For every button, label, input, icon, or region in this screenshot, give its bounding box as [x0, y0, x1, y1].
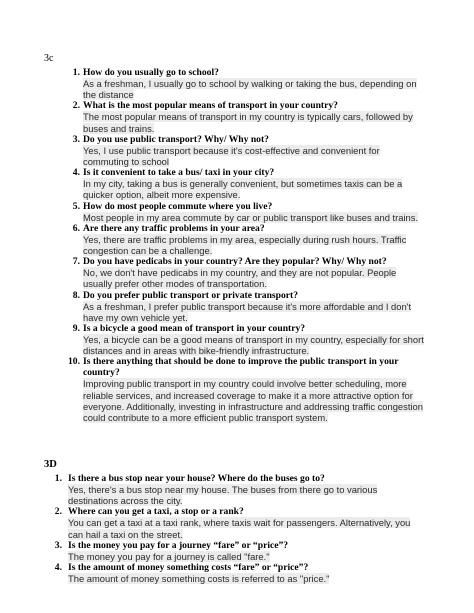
question-text: Is the amount of money something costs “fare” or “price”?: [68, 562, 309, 574]
qa-item: [0, 562, 474, 584]
question-number: 9.: [72, 323, 80, 335]
answer-text: [83, 145, 428, 167]
qa-item: [0, 167, 474, 200]
qa-item: [0, 290, 474, 323]
question-number: 7.: [72, 256, 80, 268]
question-number: 3.: [54, 539, 62, 551]
question-text: Is there a bus stop near your house? Where do the buses go to?: [68, 473, 325, 484]
qa-item: [0, 473, 474, 506]
qa-item: [0, 540, 474, 562]
answer-highlight: As a freshman, I usually go to school by walking or taking the bus, depending on the distance: [83, 78, 417, 101]
answer-text: [68, 484, 428, 506]
answer-highlight: Yes, a bicycle can be a good means of transport in my country, especially for short distances and in areas with bike-friendly infrastructure.: [83, 334, 424, 357]
answer-highlight: No, we don't have pedicabs in my country, and they are not popular. People usually prefer other modes of transportation.: [83, 267, 397, 290]
question-text: Where can you get a taxi, a stop or a rank?: [68, 506, 244, 518]
answer-highlight: As a freshman, I prefer public transport because it's more affordable and I don't have my own vehicle yet.: [83, 300, 412, 323]
qa-item: [0, 134, 474, 167]
question-list-3c: [0, 67, 474, 423]
answer-highlight: Most people in my area commute by car or public transport like buses and trains.: [83, 211, 419, 223]
answer-highlight: You can get a taxi at a taxi rank, where taxis wait for passengers. Alternatively, you can hail a taxi on the street.: [68, 517, 411, 540]
answer-text: [83, 212, 428, 223]
answer-highlight: In my city, taking a bus is generally convenient, but sometimes taxis can be a quicker option, albeit more expensive.: [83, 178, 403, 201]
answer-highlight: The amount of money something costs is referred to as "price.": [68, 573, 330, 585]
question-number: 4.: [72, 167, 80, 179]
answer-text: [83, 234, 428, 256]
qa-item: [0, 256, 474, 289]
qa-item: [0, 506, 474, 539]
question-number: 1.: [54, 473, 62, 484]
question-number: 4.: [54, 562, 62, 574]
question-number: 3.: [72, 133, 80, 145]
answer-text: [83, 178, 428, 200]
question-number: 10.: [68, 356, 80, 368]
answer-text: [83, 378, 428, 423]
answer-text: [68, 573, 428, 584]
answer-highlight: The money you pay for a journey is called "fare.": [68, 550, 270, 562]
answer-text: [68, 551, 428, 562]
question-number: 8.: [72, 289, 80, 301]
qa-item: [0, 201, 474, 223]
answer-text: [83, 267, 428, 289]
question-text: Is there anything that should be done to improve the public transport in your country?: [83, 356, 399, 379]
qa-item: [0, 323, 474, 356]
question-number: 5.: [72, 200, 80, 212]
answer-highlight: Yes, I use public transport because it's cost-effective and convenient for commuting to school: [83, 144, 380, 168]
question-text: How do most people commute where you live?: [83, 200, 273, 212]
question-number: 2.: [72, 100, 80, 112]
qa-item: [0, 223, 474, 256]
question-text: How do you usually go to school?: [83, 67, 219, 78]
qa-item: [0, 356, 474, 423]
qa-item: [0, 67, 474, 100]
question-text: Do you use public transport? Why/ Why not?: [83, 133, 269, 145]
question-text: Do you have pedicabs in your country? Are they popular? Why/ Why not?: [83, 256, 387, 268]
question-text: Is the money you pay for a journey “fare” or “price”?: [68, 539, 289, 551]
question-text: Are there any traffic problems in your area?: [83, 222, 265, 234]
answer-text: [83, 301, 428, 323]
section-heading-3d: 3D: [44, 459, 57, 470]
question-text: What is the most popular means of transport in your country?: [83, 100, 338, 112]
question-number: 1.: [72, 67, 80, 78]
question-text: Do you prefer public transport or private transport?: [83, 289, 299, 301]
answer-highlight: Improving public transport in my country could involve better scheduling, more reliable services, and increased coverage to make it a more attractive option for everyone. Additionally, investing in infrastructure and addressing traffic congestion could contribute to a more efficient public transport system.: [83, 378, 423, 424]
answer-text: [83, 334, 428, 356]
answer-highlight: Yes, there's a bus stop near my house. The buses from there go to various destinations across the city.: [68, 484, 378, 507]
question-text: Is a bicycle a good mean of transport in your country?: [83, 323, 306, 335]
section-heading-3c: 3c: [44, 53, 54, 64]
question-number: 6.: [72, 222, 80, 234]
qa-item: [0, 100, 474, 133]
answer-text: [83, 78, 428, 100]
answer-highlight: The most popular means of transport in my country is typically cars, followed by buses and trains.: [83, 111, 413, 134]
question-text: Is it convenient to take a bus/ taxi in your city?: [83, 167, 275, 179]
answer-text: [68, 517, 428, 539]
question-list-3d: [0, 473, 474, 584]
answer-text: [83, 111, 428, 133]
answer-highlight: Yes, there are traffic problems in my area, especially during rush hours. Traffic congestion can be a challenge.: [83, 233, 407, 257]
question-number: 2.: [54, 506, 62, 518]
